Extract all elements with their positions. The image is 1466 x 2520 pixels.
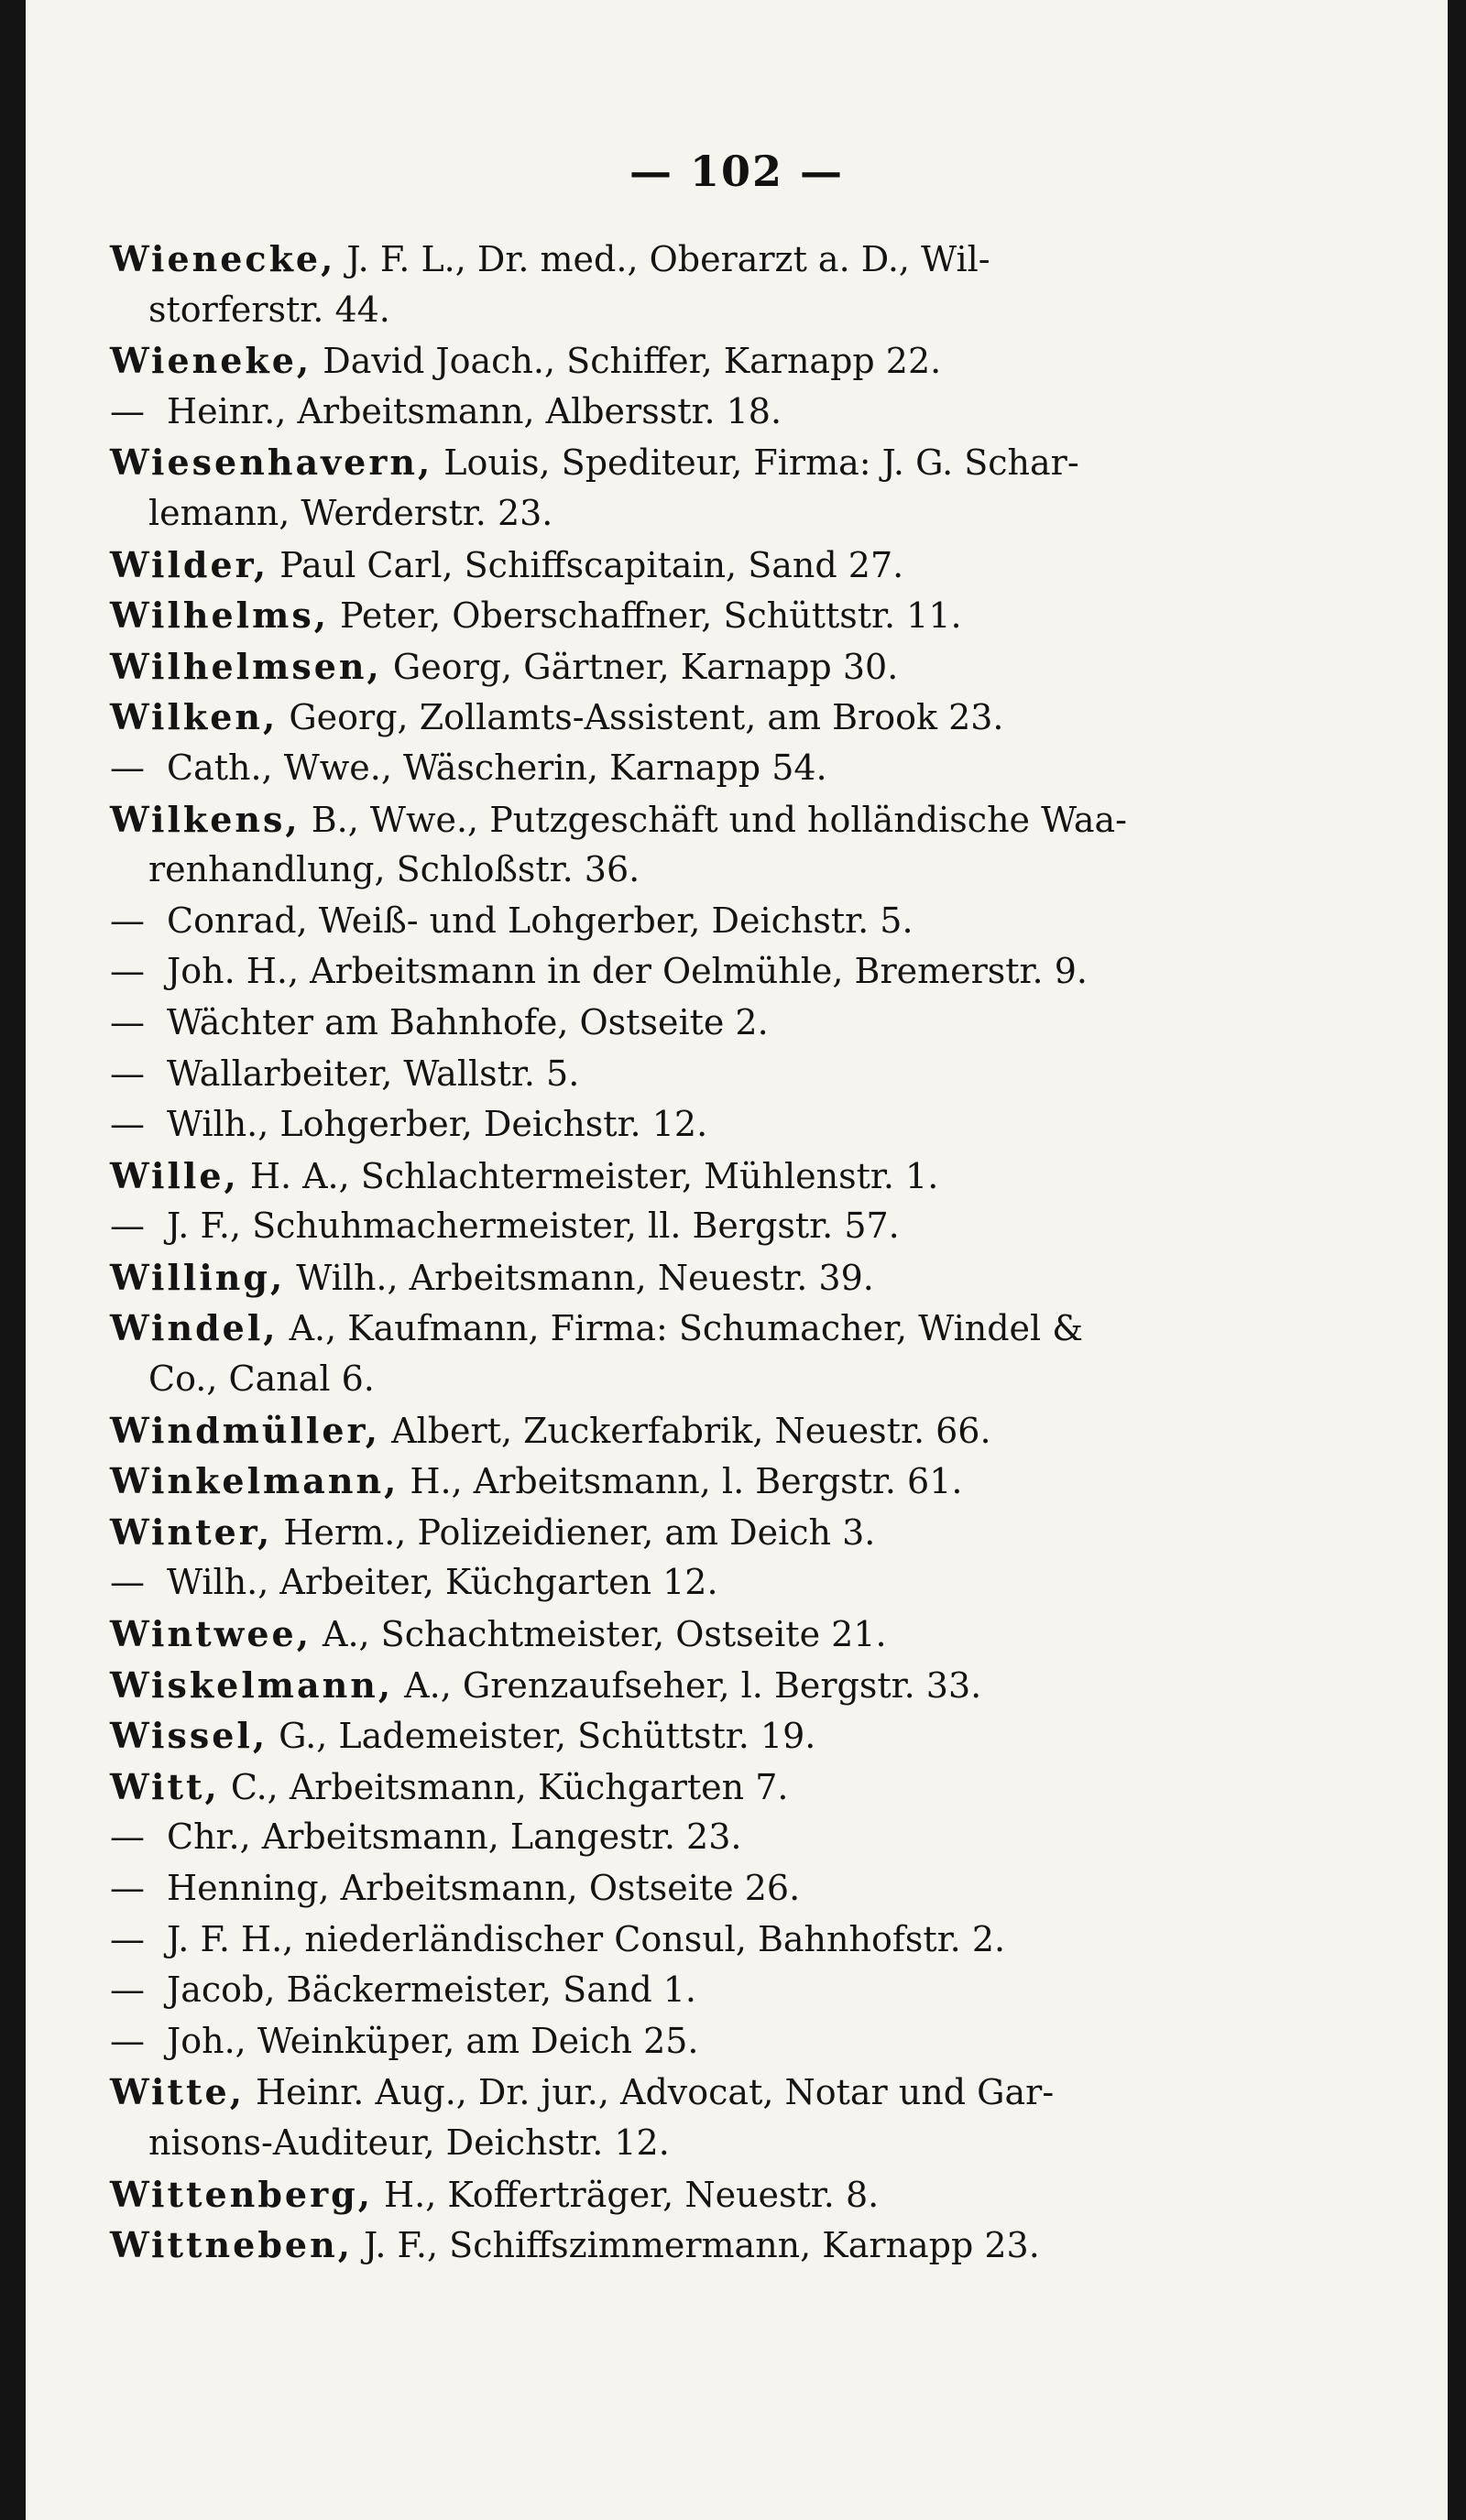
entry-surname: Wilkens, [110,798,301,840]
ditto-dash: — [110,1868,145,1908]
entry-continuation: storferstr. 44. [148,289,390,330]
directory-entry [110,2067,1338,2118]
directory-sub-entry [110,1201,1338,1252]
directory-entry [110,437,1338,488]
directory-entry [110,1405,1338,1456]
directory-entries [110,234,1338,2271]
entry-details: Wilh., Arbeiter, Küchgarten 12. [167,1562,718,1603]
entry-surname: Witte, [110,2071,245,2113]
entry-continuation: Co., Canal 6. [148,1358,375,1400]
directory-sub-entry [110,896,1338,947]
entry-details: J. F., Schuhmachermeister, ll. Bergstr. 57. [167,1205,900,1247]
entry-surname: Windmüller, [110,1409,381,1451]
entry-surname: Winkelmann, [110,1460,399,1502]
entry-details: Jacob, Bäckermeister, Sand 1. [167,1969,696,2011]
entry-details: Joh. H., Arbeitsmann in der Oelmühle, Bremerstr. 9. [167,951,1088,992]
ditto-dash: — [110,1053,145,1094]
entry-details: Cath., Wwe., Wäscherin, Karnapp 54. [167,747,827,788]
directory-sub-entry [110,1965,1338,2016]
page-number: — 102 — [629,147,845,196]
ditto-dash: — [110,1205,145,1247]
directory-entry [110,1660,1338,1711]
directory-entry [110,2220,1338,2271]
directory-entry [110,1710,1338,1762]
entry-details: Paul Carl, Schiffscapitain, Sand 27. [268,544,904,585]
directory-entry [110,234,1338,285]
entry-surname: Wiesenhavern, [110,442,433,484]
entry-details: Wallarbeiter, Wallstr. 5. [167,1053,580,1094]
document-page [26,0,1448,2520]
directory-sub-entry [110,1557,1338,1609]
entry-continuation: renhandlung, Schloßstr. 36. [148,849,640,890]
ditto-dash: — [110,1816,145,1858]
entry-details: Wilh., Lohgerber, Deichstr. 12. [167,1104,708,1145]
entry-details: G., Lademeister, Schüttstr. 19. [268,1716,816,1757]
entry-details: A., Kaufmann, Firma: Schumacher, Windel & [278,1308,1084,1349]
entry-details: C., Arbeitsmann, Küchgarten 7. [219,1766,789,1807]
entry-details: H. A., Schlachtermeister, Mühlenstr. 1. [238,1155,939,1196]
directory-entry [110,794,1338,845]
entry-surname: Wilhelmsen, [110,645,382,687]
entry-details: Chr., Arbeitsmann, Langestr. 23. [167,1816,742,1858]
directory-sub-entry [110,1863,1338,1915]
entry-surname: Windel, [110,1307,279,1349]
entry-surname: Wieneke, [110,340,312,382]
entry-details: Peter, Oberschaffner, Schüttstr. 11. [328,595,962,637]
entry-surname: Wittneben, [110,2224,353,2266]
entry-surname: Witt, [110,1765,220,1807]
ditto-dash: — [110,900,145,941]
directory-entry [110,641,1338,693]
directory-entry [110,692,1338,743]
directory-sub-entry [110,743,1338,794]
entry-details: Georg, Gärtner, Karnapp 30. [381,646,899,687]
entry-surname: Wilken, [110,696,279,738]
entry-details: Wächter am Bahnhofe, Ostseite 2. [167,1001,769,1042]
ditto-dash: — [110,1104,145,1145]
entry-surname: Willing, [110,1256,286,1298]
entry-details: A., Schachtmeister, Ostseite 21. [311,1614,887,1655]
ditto-dash: — [110,1918,145,1959]
entry-details: B., Wwe., Putzgeschäft und holländische Waa- [300,799,1128,840]
entry-details: J. F., Schiffszimmermann, Karnapp 23. [352,2225,1040,2266]
entry-details: Heinr. Aug., Dr. jur., Advocat, Notar und Gar- [244,2072,1055,2113]
ditto-dash: — [110,390,145,431]
directory-sub-entry [110,2016,1338,2067]
entry-details: J. F. L., Dr. med., Oberarzt a. D., Wil- [335,239,990,279]
directory-sub-entry [110,946,1338,998]
entry-details: J. F. H., niederländischer Consul, Bahnhofstr. 2. [167,1918,1006,1959]
entry-surname: Winter, [110,1511,273,1553]
entry-surname: Wilhelms, [110,595,329,637]
entry-details: H., Kofferträger, Neuestr. 8. [372,2174,880,2215]
directory-entry [110,1303,1338,1354]
entry-details: Heinr., Arbeitsmann, Albersstr. 18. [167,390,782,431]
entry-details: Albert, Zuckerfabrik, Neuestr. 66. [380,1410,991,1451]
entry-details: Conrad, Weiß- und Lohgerber, Deichstr. 5. [167,900,914,941]
entry-details: Wilh., Arbeitsmann, Neuestr. 39. [285,1257,874,1298]
entry-details: Joh., Weinküper, am Deich 25. [167,2020,699,2061]
directory-sub-entry [110,387,1338,438]
entry-details: A., Grenzaufseher, l. Bergstr. 33. [393,1664,982,1706]
directory-entry [110,1609,1338,1660]
entry-details: Henning, Arbeitsmann, Ostseite 26. [167,1868,801,1908]
entry-surname: Wille, [110,1154,239,1196]
directory-entry [110,1762,1338,1813]
entry-surname: Wintwee, [110,1613,312,1655]
entry-details: David Joach., Schiffer, Karnapp 22. [312,341,942,382]
ditto-dash: — [110,1001,145,1042]
entry-details: Herm., Polizeidiener, am Deich 3. [272,1511,876,1553]
ditto-dash: — [110,2020,145,2061]
directory-entry [110,1151,1338,1202]
ditto-dash: — [110,1969,145,2011]
entry-surname: Wienecke, [110,238,336,279]
entry-surname: Wiskelmann, [110,1664,394,1706]
ditto-dash: — [110,1562,145,1603]
directory-entry [110,590,1338,641]
entry-continuation: lemann, Werderstr. 23. [148,492,553,533]
directory-sub-entry [110,1812,1338,1863]
directory-entry [110,335,1338,387]
directory-sub-entry [110,1099,1338,1151]
directory-sub-entry [110,1049,1338,1100]
directory-entry [110,1252,1338,1304]
ditto-dash: — [110,747,145,788]
directory-entry [110,1507,1338,1558]
directory-entry [110,540,1338,591]
directory-entry [110,2169,1338,2220]
entry-continuation: nisons-Auditeur, Deichstr. 12. [148,2122,670,2163]
entry-surname: Wittenberg, [110,2173,373,2215]
ditto-dash: — [110,951,145,992]
directory-sub-entry [110,1915,1338,1966]
entry-details: H., Arbeitsmann, l. Bergstr. 61. [399,1461,963,1502]
entry-details: Georg, Zollamts-Assistent, am Brook 23. [278,697,1004,738]
directory-entry [110,1456,1338,1507]
entry-surname: Wilder, [110,543,269,585]
entry-surname: Wissel, [110,1715,268,1757]
entry-details: Louis, Spediteur, Firma: J. G. Schar- [432,442,1079,484]
directory-sub-entry [110,998,1338,1049]
